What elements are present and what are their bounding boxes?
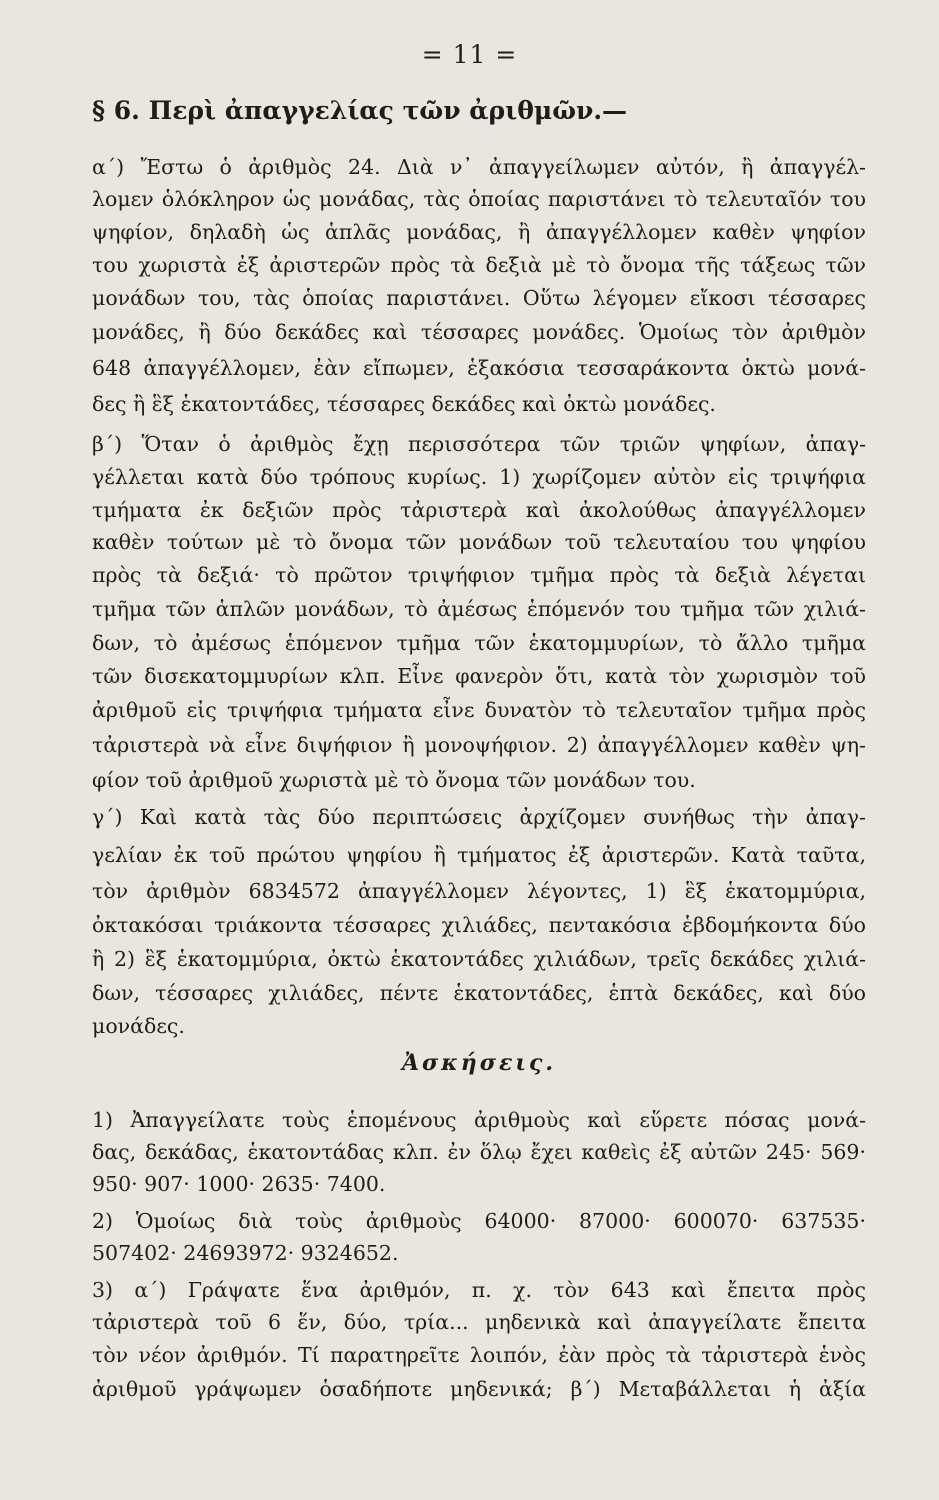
- section-title: § 6. Περὶ ἀπαγγελίας τῶν ἀριθμῶν.—: [92, 96, 628, 125]
- body-line: β΄) Ὅταν ὁ ἀριθμὸς ἔχῃ περισσότερα τῶν τριῶν ψηφίων, ἀπαγ-: [92, 432, 866, 456]
- body-line: γέλλεται κατὰ δύο τρόπους κυρίως. 1) χωρίζομεν αὐτὸν εἰς τριψήφια: [92, 465, 866, 489]
- body-line: τμῆμα τῶν ἁπλῶν μονάδων, τὸ ἀμέσως ἑπόμενόν του τμῆμα τῶν χιλιά-: [92, 597, 866, 621]
- body-line: τἀριστερὰ νὰ εἶνε διψήφιον ἢ μονοψήφιον. 2) ἀπαγγέλλομεν καθὲν ψη-: [92, 733, 866, 757]
- body-line: μονάδων του, τὰς ὁποίας παριστάνει. Οὕτω λέγομεν εἴκοσι τέσσαρες: [92, 286, 866, 310]
- body-line: τμήματα ἐκ δεξιῶν πρὸς τἀριστερὰ καὶ ἀκολούθως ἀπαγγέλλομεν: [92, 498, 866, 522]
- body-line: ἀριθμοῦ εἰς τριψήφια τμήματα εἶνε δυνατὸν τὸ τελευταῖον τμῆμα πρὸς: [92, 698, 866, 722]
- body-line: τῶν δισεκατομμυρίων κλπ. Εἶνε φανερὸν ὅτι, κατὰ τὸν χωρισμὸν τοῦ: [92, 664, 866, 688]
- exercise-line: ἀριθμοῦ γράψωμεν ὁσαδήποτε μηδενικά; β΄) Μεταβάλλεται ἡ ἀξία: [92, 1377, 866, 1401]
- body-line: του χωριστὰ ἐξ ἀριστερῶν πρὸς τὰ δεξιὰ μὲ τὸ ὄνομα τῆς τάξεως τῶν: [92, 253, 866, 277]
- body-line: καθὲν τούτων μὲ τὸ ὄνομα τῶν μονάδων τοῦ τελευταίου του ψηφίου: [92, 530, 866, 554]
- body-line: φίον τοῦ ἀριθμοῦ χωριστὰ μὲ τὸ ὄνομα τῶν μονάδων του.: [92, 768, 696, 792]
- page-number: = 11 =: [421, 40, 518, 69]
- exercise-line: 2) Ὁμοίως διὰ τοὺς ἀριθμοὺς 64000· 87000· 600070· 637535·: [92, 1209, 866, 1233]
- exercise-line: δας, δεκάδας, ἑκατοντάδας κλπ. ἐν ὅλῳ ἔχει καθεὶς ἐξ αὐτῶν 245· 569·: [92, 1140, 866, 1164]
- body-line: γ΄) Καὶ κατὰ τὰς δύο περιπτώσεις ἀρχίζομεν συνήθως τὴν ἀπαγ-: [92, 805, 866, 829]
- body-line: μονάδες.: [92, 1014, 185, 1038]
- exercise-line: 950· 907· 1000· 2635· 7400.: [92, 1172, 386, 1196]
- exercise-line: 3) α΄) Γράψατε ἕνα ἀριθμόν, π. χ. τὸν 643 καὶ ἔπειτα πρὸς: [92, 1278, 866, 1302]
- body-line: δων, τέσσαρες χιλιάδες, πέντε ἑκατοντάδες, ἑπτὰ δεκάδες, καὶ δύο: [92, 981, 866, 1005]
- body-line: δες ἢ ἓξ ἑκατοντάδες, τέσσαρες δεκάδες καὶ ὀκτὼ μονάδες.: [92, 392, 716, 416]
- exercise-line: τὸν νέον ἀριθμόν. Τί παρατηρεῖτε λοιπόν, ἐὰν πρὸς τὰ τἀριστερὰ ἑνὸς: [92, 1343, 866, 1367]
- body-line: λομεν ὁλόκληρον ὡς μονάδας, τὰς ὁποίας παριστάνει τὸ τελευταῖόν του: [92, 187, 866, 211]
- exercise-line: 507402· 24693972· 9324652.: [92, 1241, 399, 1265]
- body-line: ψηφίον, δηλαδὴ ὡς ἁπλᾶς μονάδας, ἢ ἀπαγγέλλομεν καθὲν ψηφίον: [92, 220, 866, 244]
- body-line: δων, τὸ ἀμέσως ἑπόμενον τμῆμα τῶν ἑκατομμυρίων, τὸ ἄλλο τμῆμα: [92, 631, 866, 655]
- body-line: τὸν ἀριθμὸν 6834572 ἀπαγγέλλομεν λέγοντες, 1) ἓξ ἑκατομμύρια,: [92, 879, 866, 903]
- body-line: πρὸς τὰ δεξιά· τὸ πρῶτον τριψήφιον τμῆμα πρὸς τὰ δεξιὰ λέγεται: [92, 563, 866, 587]
- exercise-line: 1) Ἀπαγγείλατε τοὺς ἑπομένους ἀριθμοὺς καὶ εὕρετε πόσας μονά-: [92, 1108, 866, 1132]
- body-line: γελίαν ἐκ τοῦ πρώτου ψηφίου ἢ τμήματος ἐξ ἀριστερῶν. Κατὰ ταῦτα,: [92, 843, 866, 867]
- body-line: ὀκτακόσαι τριάκοντα τέσσαρες χιλιάδες, πεντακόσια ἑβδομήκοντα δύο: [92, 913, 866, 937]
- body-line: μονάδες, ἢ δύο δεκάδες καὶ τέσσαρες μονάδες. Ὁμοίως τὸν ἀριθμὸν: [92, 320, 866, 344]
- body-line: 648 ἀπαγγέλλομεν, ἐὰν εἴπωμεν, ἑξακόσια τεσσαράκοντα ὀκτὼ μονά-: [92, 356, 866, 380]
- body-line: ἢ 2) ἓξ ἑκατομμύρια, ὀκτὼ ἑκατοντάδες χιλιάδων, τρεῖς δεκάδες χιλιά-: [92, 947, 866, 971]
- body-line: α΄) Ἔστω ὁ ἀριθμὸς 24. Διὰ ν᾽ ἀπαγγείλωμεν αὐτόν, ἢ ἀπαγγέλ-: [92, 155, 866, 179]
- exercises-heading: Ἀσκήσεις.: [401, 1050, 557, 1076]
- exercise-line: τἀριστερὰ τοῦ 6 ἕν, δύο, τρία... μηδενικὰ καὶ ἀπαγγείλατε ἔπειτα: [92, 1310, 866, 1334]
